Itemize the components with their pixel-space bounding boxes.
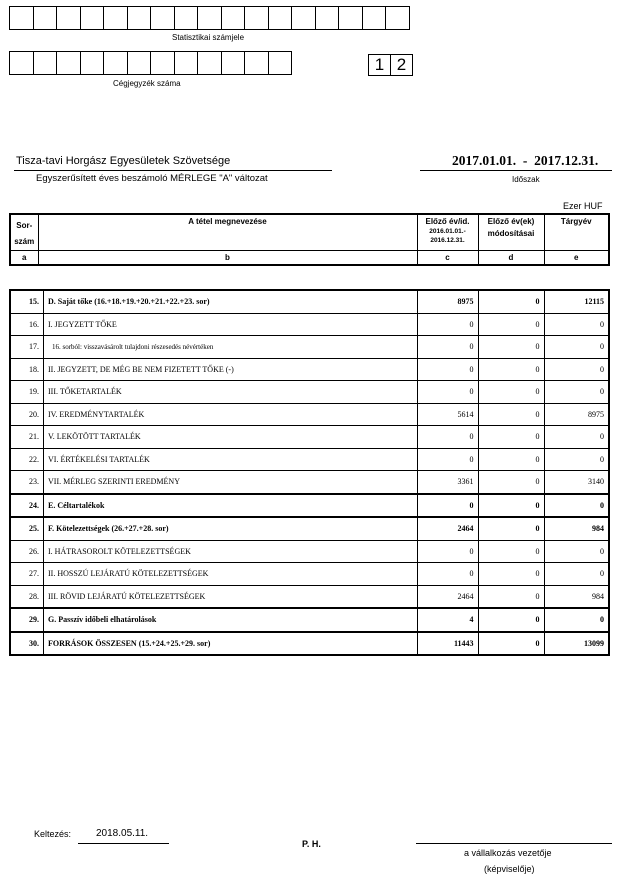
value-modifications: 0 bbox=[478, 471, 544, 494]
company-reg-box bbox=[245, 51, 269, 75]
table-row bbox=[10, 290, 609, 313]
value-modifications: 0 bbox=[478, 313, 544, 336]
company-reg-box bbox=[198, 51, 222, 75]
col-letter: e bbox=[544, 250, 609, 265]
value-prev-year: 2464 bbox=[417, 517, 478, 540]
header-prev-date2: 2016.12.31. bbox=[430, 237, 465, 244]
stat-number-box bbox=[198, 6, 222, 30]
company-reg-box bbox=[269, 51, 293, 75]
value-modifications: 0 bbox=[478, 336, 544, 359]
stat-number-boxes bbox=[9, 6, 410, 30]
company-reg-box bbox=[104, 51, 128, 75]
stat-number-box bbox=[386, 6, 410, 30]
row-name: III. RÖVID LEJÁRATÚ KÖTELEZETTSÉGEK bbox=[44, 585, 418, 608]
stamp-label: P. H. bbox=[302, 839, 321, 849]
value-modifications: 0 bbox=[478, 448, 544, 471]
header-mod-line1: Előző év(ek) bbox=[487, 217, 535, 226]
value-current-year: 0 bbox=[544, 494, 609, 518]
value-current-year: 0 bbox=[544, 381, 609, 404]
value-prev-year: 3361 bbox=[417, 471, 478, 494]
row-name: G. Passzív időbeli elhatárolások bbox=[44, 608, 418, 632]
company-reg-box bbox=[34, 51, 58, 75]
date-label: Keltezés: bbox=[34, 829, 72, 839]
row-name: III. TŐKETARTALÉK bbox=[44, 381, 418, 404]
row-number: 30. bbox=[10, 632, 44, 656]
table-row bbox=[10, 517, 609, 540]
value-prev-year: 0 bbox=[417, 540, 478, 563]
row-number: 25. bbox=[10, 517, 44, 540]
value-prev-year: 11443 bbox=[417, 632, 478, 656]
stat-number-box bbox=[81, 6, 105, 30]
row-number: 23. bbox=[10, 471, 44, 494]
header-sor-line1: Sor- bbox=[16, 221, 33, 230]
company-reg-box bbox=[57, 51, 81, 75]
row-number: 22. bbox=[10, 448, 44, 471]
row-number: 16. bbox=[10, 313, 44, 336]
period: 2017.01.01. - 2017.12.31. bbox=[452, 153, 599, 168]
value-prev-year: 0 bbox=[417, 336, 478, 359]
date-value: 2018.05.11. bbox=[96, 828, 149, 839]
row-name: II. HOSSZÚ LEJÁRATÚ KÖTELEZETTSÉGEK bbox=[44, 563, 418, 586]
value-current-year: 984 bbox=[544, 517, 609, 540]
value-prev-year: 0 bbox=[417, 448, 478, 471]
stat-number-box bbox=[339, 6, 363, 30]
table-row bbox=[10, 585, 609, 608]
header-prev-label: Előző év/id. bbox=[425, 217, 470, 226]
col-letter: d bbox=[478, 250, 544, 265]
value-modifications: 0 bbox=[478, 585, 544, 608]
value-current-year: 0 bbox=[544, 563, 609, 586]
stat-number-label: Statisztikai számjele bbox=[172, 33, 245, 42]
row-name: V. LEKÖTÖTT TARTALÉK bbox=[44, 426, 418, 449]
value-current-year: 0 bbox=[544, 608, 609, 632]
col-header-row-number bbox=[10, 214, 38, 250]
value-modifications: 0 bbox=[478, 426, 544, 449]
row-number: 19. bbox=[10, 381, 44, 404]
report-title: Egyszerűsített éves beszámoló MÉRLEGE "A" változat bbox=[36, 173, 268, 184]
col-header-modifications bbox=[478, 214, 544, 250]
col-letter: b bbox=[38, 250, 417, 265]
value-current-year: 0 bbox=[544, 426, 609, 449]
value-current-year: 0 bbox=[544, 540, 609, 563]
balance-table bbox=[9, 289, 610, 656]
row-number: 24. bbox=[10, 494, 44, 518]
row-name: FORRÁSOK ÖSSZESEN (15.+24.+25.+29. sor) bbox=[44, 632, 418, 656]
value-prev-year: 0 bbox=[417, 494, 478, 518]
org-underline bbox=[14, 170, 332, 171]
value-modifications: 0 bbox=[478, 632, 544, 656]
stat-number-box bbox=[128, 6, 152, 30]
stat-number-box bbox=[104, 6, 128, 30]
row-name: I. HÁTRASOROLT KÖTELEZETTSÉGEK bbox=[44, 540, 418, 563]
currency-label: Ezer HUF bbox=[563, 201, 603, 211]
value-current-year: 3140 bbox=[544, 471, 609, 494]
company-reg-box bbox=[175, 51, 199, 75]
company-reg-box bbox=[10, 51, 34, 75]
row-name: IV. EREDMÉNYTARTALÉK bbox=[44, 403, 418, 426]
value-prev-year: 0 bbox=[417, 313, 478, 336]
suffix-box: 1 bbox=[369, 54, 391, 76]
org-name: Tisza-tavi Horgász Egyesületek Szövetsége bbox=[16, 155, 231, 167]
signature-label-2: (képviselője) bbox=[484, 864, 535, 874]
table-row bbox=[10, 313, 609, 336]
value-prev-year: 5614 bbox=[417, 403, 478, 426]
table-row bbox=[10, 336, 609, 359]
stat-number-box bbox=[292, 6, 316, 30]
stat-number-box bbox=[10, 6, 34, 30]
value-current-year: 0 bbox=[544, 358, 609, 381]
row-number: 18. bbox=[10, 358, 44, 381]
company-reg-box bbox=[81, 51, 105, 75]
table-row bbox=[10, 494, 609, 518]
col-header-current-year: Tárgyév bbox=[544, 214, 609, 250]
company-reg-box bbox=[222, 51, 246, 75]
company-reg-label: Cégjegyzék száma bbox=[113, 79, 181, 88]
value-modifications: 0 bbox=[478, 494, 544, 518]
col-letter: c bbox=[417, 250, 478, 265]
stat-number-box bbox=[363, 6, 387, 30]
value-current-year: 13099 bbox=[544, 632, 609, 656]
date-underline bbox=[78, 843, 169, 844]
table-row bbox=[10, 471, 609, 494]
stat-number-box bbox=[34, 6, 58, 30]
stat-number-box bbox=[269, 6, 293, 30]
value-current-year: 12115 bbox=[544, 290, 609, 313]
row-number: 26. bbox=[10, 540, 44, 563]
header-prev-date1: 2016.01.01.- bbox=[429, 228, 466, 235]
value-prev-year: 0 bbox=[417, 381, 478, 404]
value-current-year: 0 bbox=[544, 313, 609, 336]
signature-label: a vállalkozás vezetője bbox=[464, 848, 552, 858]
col-header-prev-year bbox=[417, 214, 478, 250]
company-reg-boxes bbox=[9, 51, 292, 75]
row-name: D. Saját tőke (16.+18.+19.+20.+21.+22.+23. sor) bbox=[44, 290, 418, 313]
table-header bbox=[9, 213, 610, 266]
stat-number-box bbox=[316, 6, 340, 30]
stat-number-box bbox=[245, 6, 269, 30]
table-row bbox=[10, 403, 609, 426]
row-number: 21. bbox=[10, 426, 44, 449]
table-row bbox=[10, 608, 609, 632]
row-name: II. JEGYZETT, DE MÉG BE NEM FIZETETT TŐKE (-) bbox=[44, 358, 418, 381]
table-row bbox=[10, 426, 609, 449]
company-reg-box bbox=[128, 51, 152, 75]
value-prev-year: 8975 bbox=[417, 290, 478, 313]
value-modifications: 0 bbox=[478, 517, 544, 540]
row-name: E. Céltartalékok bbox=[44, 494, 418, 518]
row-name: VII. MÉRLEG SZERINTI EREDMÉNY bbox=[44, 471, 418, 494]
value-modifications: 0 bbox=[478, 358, 544, 381]
row-name: VI. ÉRTÉKELÉSI TARTALÉK bbox=[44, 448, 418, 471]
row-number: 17. bbox=[10, 336, 44, 359]
row-number: 20. bbox=[10, 403, 44, 426]
value-current-year: 0 bbox=[544, 448, 609, 471]
table-row bbox=[10, 358, 609, 381]
table-row bbox=[10, 632, 609, 656]
row-number: 27. bbox=[10, 563, 44, 586]
signature-line bbox=[416, 843, 612, 844]
value-modifications: 0 bbox=[478, 563, 544, 586]
value-prev-year: 0 bbox=[417, 563, 478, 586]
period-underline bbox=[420, 170, 612, 171]
value-modifications: 0 bbox=[478, 608, 544, 632]
company-reg-box bbox=[151, 51, 175, 75]
value-modifications: 0 bbox=[478, 540, 544, 563]
value-prev-year: 2464 bbox=[417, 585, 478, 608]
value-prev-year: 0 bbox=[417, 426, 478, 449]
table-row bbox=[10, 381, 609, 404]
col-letter: a bbox=[10, 250, 38, 265]
row-name: I. JEGYZETT TŐKE bbox=[44, 313, 418, 336]
suffix-box: 2 bbox=[391, 54, 413, 76]
value-prev-year: 0 bbox=[417, 358, 478, 381]
value-prev-year: 4 bbox=[417, 608, 478, 632]
period-label: Időszak bbox=[512, 175, 540, 184]
row-number: 29. bbox=[10, 608, 44, 632]
row-number: 15. bbox=[10, 290, 44, 313]
value-modifications: 0 bbox=[478, 381, 544, 404]
table-row bbox=[10, 540, 609, 563]
header-sor-line2: szám bbox=[14, 237, 35, 246]
row-name: 16. sorból: visszavásárolt tulajdoni részesedés névértéken bbox=[44, 336, 418, 359]
value-current-year: 8975 bbox=[544, 403, 609, 426]
value-modifications: 0 bbox=[478, 403, 544, 426]
stat-number-box bbox=[57, 6, 81, 30]
stat-number-box bbox=[175, 6, 199, 30]
value-current-year: 984 bbox=[544, 585, 609, 608]
header-mod-line2: módosításai bbox=[487, 229, 535, 238]
stat-number-box bbox=[151, 6, 175, 30]
row-number: 28. bbox=[10, 585, 44, 608]
company-reg-suffix-boxes bbox=[368, 54, 413, 76]
row-name: F. Kötelezettségek (26.+27.+28. sor) bbox=[44, 517, 418, 540]
col-header-item-name: A tétel megnevezése bbox=[38, 214, 417, 250]
table-row bbox=[10, 563, 609, 586]
value-current-year: 0 bbox=[544, 336, 609, 359]
table-row bbox=[10, 448, 609, 471]
value-modifications: 0 bbox=[478, 290, 544, 313]
stat-number-box bbox=[222, 6, 246, 30]
